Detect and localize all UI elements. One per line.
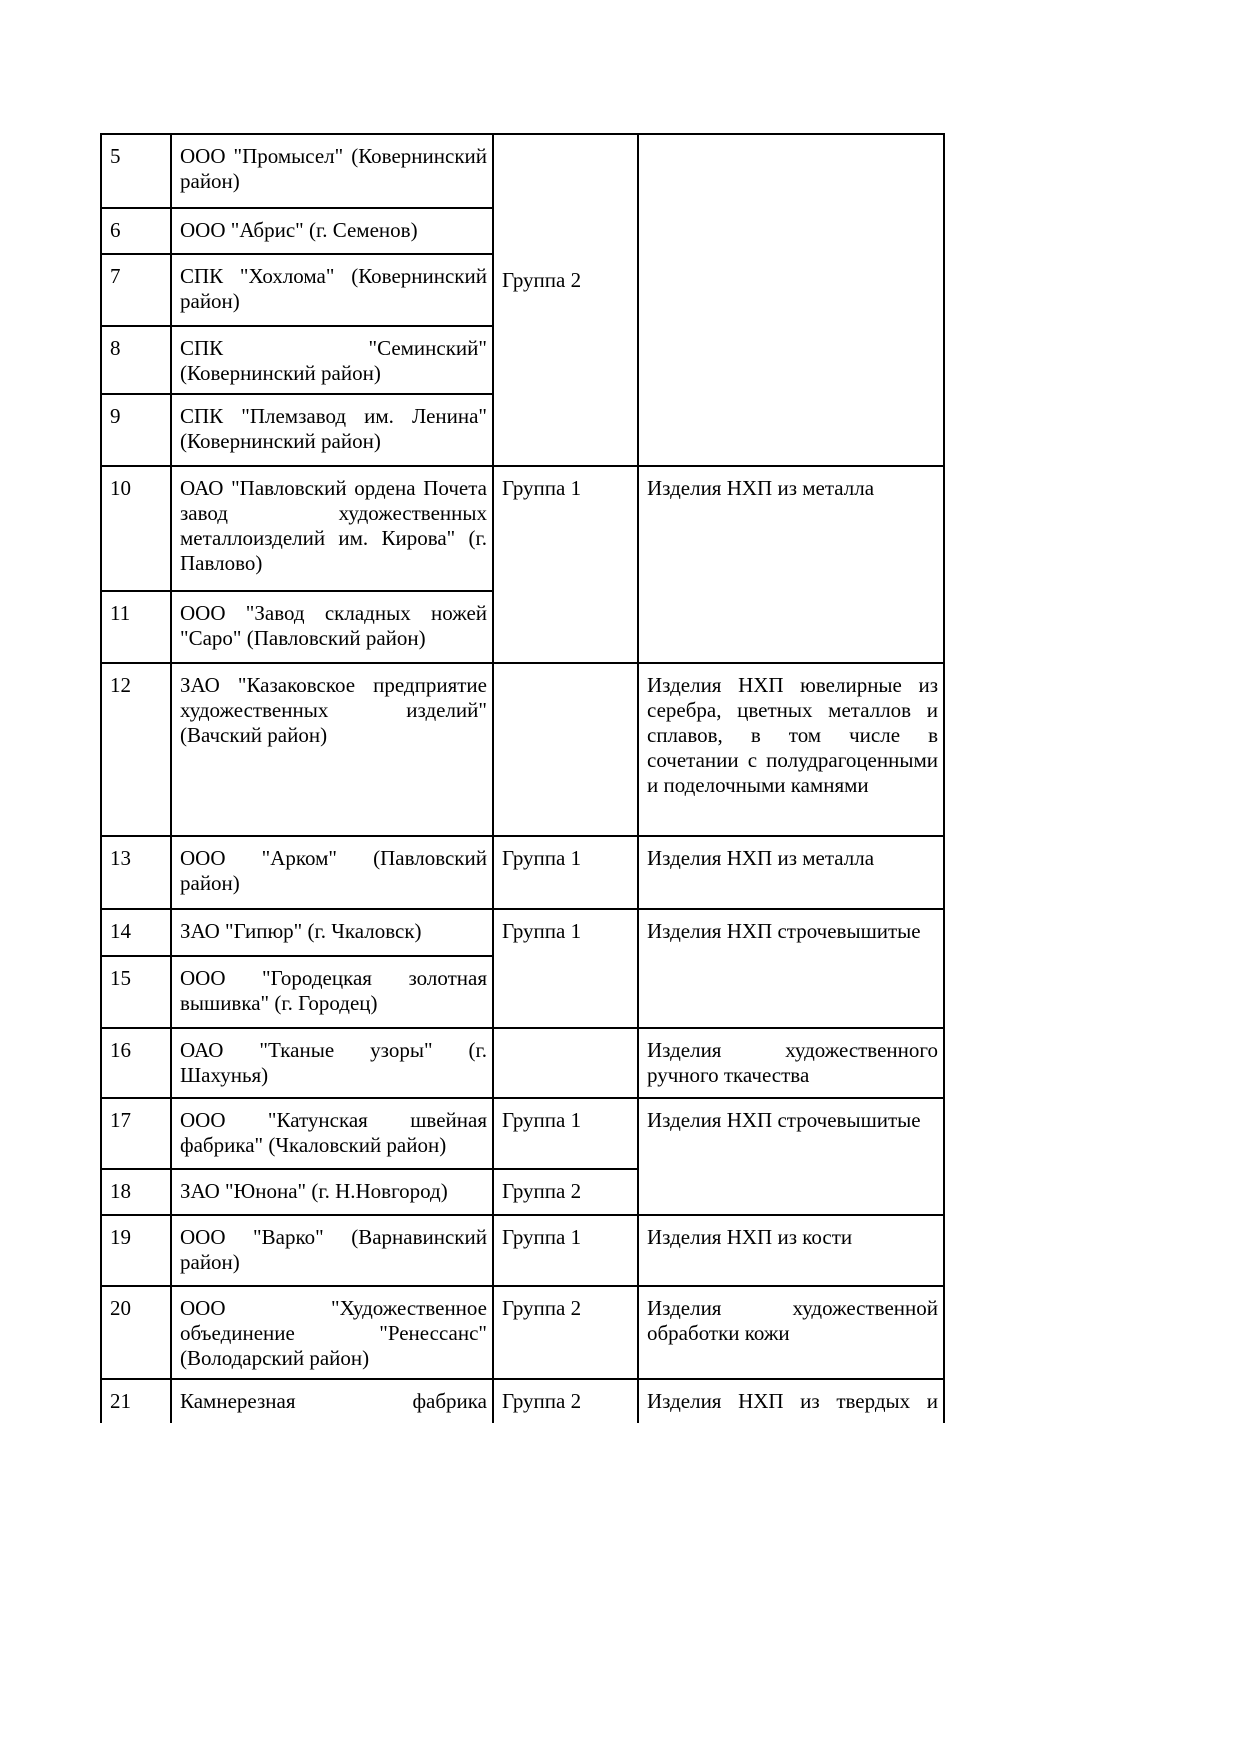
row-number: 5 — [101, 134, 171, 208]
table-row — [101, 1215, 944, 1286]
product-category: Изделия НХП из металла — [638, 836, 944, 909]
group-label: Группа 2 — [493, 134, 638, 466]
company-name: ООО "Художественное объединение "Ренессанс" (Володарский район) — [171, 1286, 493, 1379]
company-name: ОАО "Тканые узоры" (г. Шахунья) — [171, 1028, 493, 1098]
product-category: Изделия НХП из металла — [638, 466, 944, 663]
group-label-empty — [493, 1028, 638, 1098]
company-name: ООО "Промысел" (Ковернинский район) — [171, 134, 493, 208]
group-label: Группа 1 — [493, 909, 638, 1028]
table-row — [101, 909, 944, 956]
company-name: Камнерезная фабрика — [171, 1379, 493, 1423]
row-number: 11 — [101, 591, 171, 663]
company-name: ООО "Варко" (Варнавинский район) — [171, 1215, 493, 1286]
company-name: ООО "Городецкая золотная вышивка" (г. Городец) — [171, 956, 493, 1028]
registry-table — [100, 133, 945, 1423]
group-label: Группа 2 — [493, 1379, 638, 1423]
company-name: ООО "Арком" (Павловский район) — [171, 836, 493, 909]
group-label-empty — [493, 663, 638, 836]
group-label: Группа 1 — [493, 1098, 638, 1169]
row-number: 13 — [101, 836, 171, 909]
table-row — [101, 663, 944, 836]
table-row — [101, 1379, 944, 1423]
row-number: 18 — [101, 1169, 171, 1215]
row-number: 20 — [101, 1286, 171, 1379]
row-number: 8 — [101, 326, 171, 394]
row-number: 16 — [101, 1028, 171, 1098]
product-category: Изделия НХП из кости — [638, 1215, 944, 1286]
row-number: 21 — [101, 1379, 171, 1423]
group-label: Группа 1 — [493, 1215, 638, 1286]
company-name: ЗАО "Казаковское предприятие художественных изделий" (Вачский район) — [171, 663, 493, 836]
row-number: 12 — [101, 663, 171, 836]
product-category: Изделия НХП строчевышитые — [638, 909, 944, 1028]
group-label: Группа 2 — [493, 1169, 638, 1215]
product-category: Изделия НХП строчевышитые — [638, 1098, 944, 1215]
company-name: ЗАО "Юнона" (г. Н.Новгород) — [171, 1169, 493, 1215]
row-number: 9 — [101, 394, 171, 466]
company-name: СПК "Племзавод им. Ленина" (Ковернинский район) — [171, 394, 493, 466]
table-row — [101, 134, 944, 208]
product-category-empty — [638, 134, 944, 466]
company-name: ООО "Абрис" (г. Семенов) — [171, 208, 493, 254]
group-label: Группа 1 — [493, 836, 638, 909]
company-name: ОАО "Павловский ордена Почета завод художественных металлоизделий им. Кирова" (г. Павлово) — [171, 466, 493, 591]
product-category: Изделия НХП из твердых и — [638, 1379, 944, 1423]
row-number: 7 — [101, 254, 171, 326]
row-number: 19 — [101, 1215, 171, 1286]
company-name: СПК "Хохлома" (Ковернинский район) — [171, 254, 493, 326]
table-row — [101, 1286, 944, 1379]
table-row — [101, 466, 944, 591]
row-number: 14 — [101, 909, 171, 956]
table-row — [101, 1028, 944, 1098]
product-category: Изделия художественного ручного ткачества — [638, 1028, 944, 1098]
product-category: Изделия НХП ювелирные из серебра, цветных металлов и сплавов, в том числе в сочетании с полудрагоценными и поделочными камнями — [638, 663, 944, 836]
row-number: 6 — [101, 208, 171, 254]
company-name: ООО "Завод складных ножей "Саро" (Павловский район) — [171, 591, 493, 663]
row-number: 10 — [101, 466, 171, 591]
table-row — [101, 836, 944, 909]
company-name: СПК "Семинский" (Ковернинский район) — [171, 326, 493, 394]
row-number: 17 — [101, 1098, 171, 1169]
table-row — [101, 1098, 944, 1169]
company-name: ЗАО "Гипюр" (г. Чкаловск) — [171, 909, 493, 956]
product-category: Изделия художественной обработки кожи — [638, 1286, 944, 1379]
company-name: ООО "Катунская швейная фабрика" (Чкаловский район) — [171, 1098, 493, 1169]
row-number: 15 — [101, 956, 171, 1028]
group-label: Группа 1 — [493, 466, 638, 663]
group-label: Группа 2 — [493, 1286, 638, 1379]
